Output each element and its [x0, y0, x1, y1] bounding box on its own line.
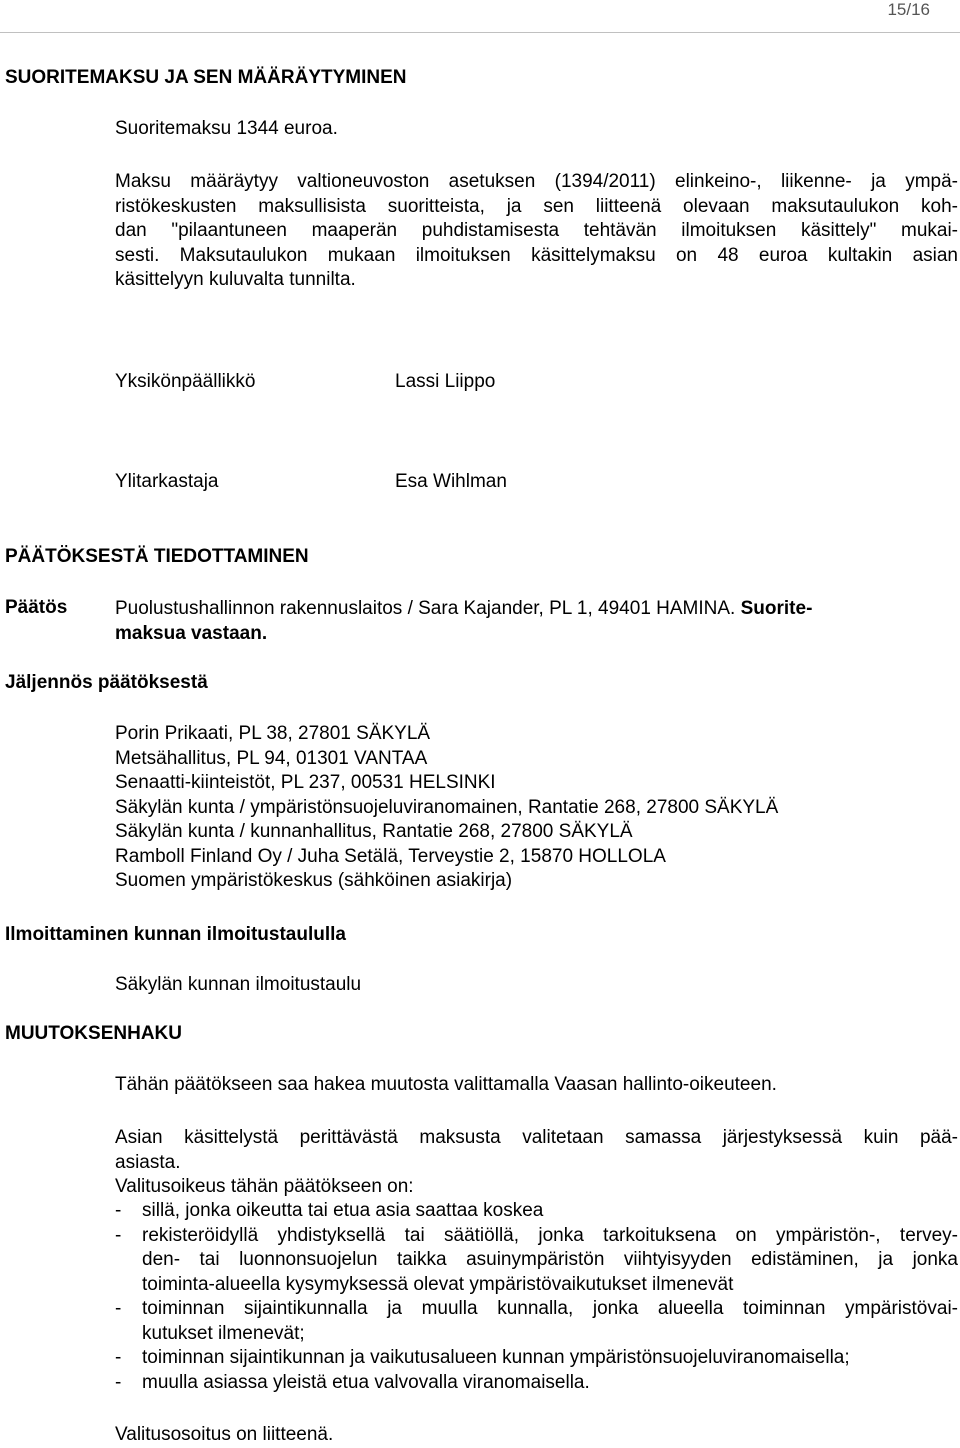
paragraph-line: dan "pilaantuneen maaperän puhdistamisesta tehtävän ilmoituksen käsittely" mukai- [115, 220, 958, 241]
copy-recipient: Säkylän kunta / ympäristönsuojeluviranomainen, Rantatie 268, 27800 SÄKYLÄ [115, 796, 779, 818]
signer-name: Esa Wihlman [395, 471, 507, 492]
section-heading-fee: SUORITEMAKSU JA SEN MÄÄRÄYTYMINEN [5, 67, 407, 88]
copy-recipient: Ramboll Finland Oy / Juha Setälä, Terveystie 2, 15870 HOLLOLA [115, 845, 666, 867]
list-dash: - [115, 1200, 122, 1221]
list-item [115, 1346, 958, 1371]
paragraph-line: Maksu määräytyy valtioneuvoston asetuksen (1394/2011) elinkeino-, liikenne- ja ympä- [115, 171, 958, 192]
paragraph-line: käsittelyyn kuluvalta tunnilta. [115, 269, 356, 290]
list-item [115, 1371, 958, 1396]
appeal-right-intro: Valitusoikeus tähän päätökseen on: [115, 1176, 414, 1197]
decision-payment-note: Suorite- [740, 598, 813, 619]
copy-recipient: Metsähallitus, PL 94, 01301 VANTAA [115, 747, 428, 769]
list-item [115, 1297, 958, 1346]
fee-amount: Suoritemaksu 1344 euroa. [115, 118, 338, 139]
section-heading-appeal: MUUTOKSENHAKU [5, 1023, 182, 1044]
list-dash: - [115, 1298, 122, 1319]
list-item-line: toiminnan sijaintikunnan ja vaikutusalueen kunnan ympäristönsuojeluviranomaisella; [142, 1347, 850, 1368]
fee-paragraph [115, 170, 958, 293]
notice-board: Säkylän kunnan ilmoitustaulu [115, 974, 362, 995]
paragraph-line: asiasta. [115, 1151, 181, 1173]
copy-recipient: Säkylän kunta / kunnanhallitus, Rantatie 268, 27800 SÄKYLÄ [115, 821, 633, 842]
list-item-line: toiminnan sijaintikunnalla ja muulla kunnalla, jonka alueella toiminnan ympäristövai- [142, 1298, 958, 1319]
appeal-rights-list [115, 1199, 958, 1395]
paragraph-line: sesti. Maksutaulukon mukaan ilmoituksen käsittelymaksu on 48 euroa kultakin asian [115, 244, 958, 266]
list-item-line: den- tai luonnonsuojelun taikka asuinympäristön viihtyisyyden edistäminen, ja jonka [142, 1249, 958, 1270]
notice-heading: Ilmoittaminen kunnan ilmoitustaululla [5, 924, 346, 945]
list-item-line: rekisteröidyllä yhdistyksellä tai säätiöllä, jonka tarkoituksena on ympäristön-, tervey- [142, 1224, 958, 1246]
list-dash: - [115, 1371, 122, 1393]
signer-name: Lassi Liippo [395, 371, 496, 392]
list-dash: - [115, 1224, 122, 1246]
list-item [115, 1199, 958, 1224]
list-item-line: sillä, jonka oikeutta tai etua asia saattaa koskea [142, 1200, 544, 1221]
section-heading-notification: PÄÄTÖKSESTÄ TIEDOTTAMINEN [5, 546, 309, 567]
copy-heading: Jäljennös päätöksestä [5, 672, 208, 693]
header-rule [0, 32, 960, 33]
decision-label: Päätös [5, 597, 68, 618]
page-number: 15/16 [887, 0, 930, 19]
list-item-line: toiminta-alueella kysymyksessä olevat ympäristövaikutukset ilmenevät [142, 1273, 734, 1295]
list-dash: - [115, 1347, 122, 1368]
decision-address: Puolustushallinnon rakennuslaitos / Sara Kajander, PL 1, 49401 HAMINA. [115, 598, 741, 619]
list-item [115, 1224, 958, 1298]
copy-recipient: Porin Prikaati, PL 38, 27801 SÄKYLÄ [115, 723, 431, 744]
copy-recipient: Senaatti-kiinteistöt, PL 237, 00531 HELSINKI [115, 772, 496, 793]
copy-recipient: Suomen ympäristökeskus (sähköinen asiakirja) [115, 870, 513, 891]
list-item-line: kutukset ilmenevät; [142, 1322, 305, 1344]
paragraph-line: ristökeskusten maksullisista suoritteista, ja sen liitteenä olevaan maksutaulukon koh- [115, 195, 958, 217]
attachment-note: Valitusosoitus on liitteenä. [115, 1424, 334, 1445]
decision-payment-note-cont: maksua vastaan. [115, 622, 268, 644]
signer-title: Ylitarkastaja [115, 471, 219, 492]
appeal-line: Tähän päätökseen saa hakea muutosta valittamalla Vaasan hallinto-oikeuteen. [115, 1074, 777, 1095]
list-item-line: muulla asiassa yleistä etua valvovalla viranomaisella. [142, 1371, 590, 1393]
decision-recipient [115, 597, 958, 646]
copy-recipient-list [115, 722, 958, 894]
signer-title: Yksikönpäällikkö [115, 371, 256, 392]
appeal-fee-paragraph [115, 1126, 958, 1200]
paragraph-line: Asian käsittelystä perittävästä maksusta valitetaan samassa järjestyksessä kuin pää- [115, 1127, 958, 1148]
decision-line [115, 597, 958, 622]
